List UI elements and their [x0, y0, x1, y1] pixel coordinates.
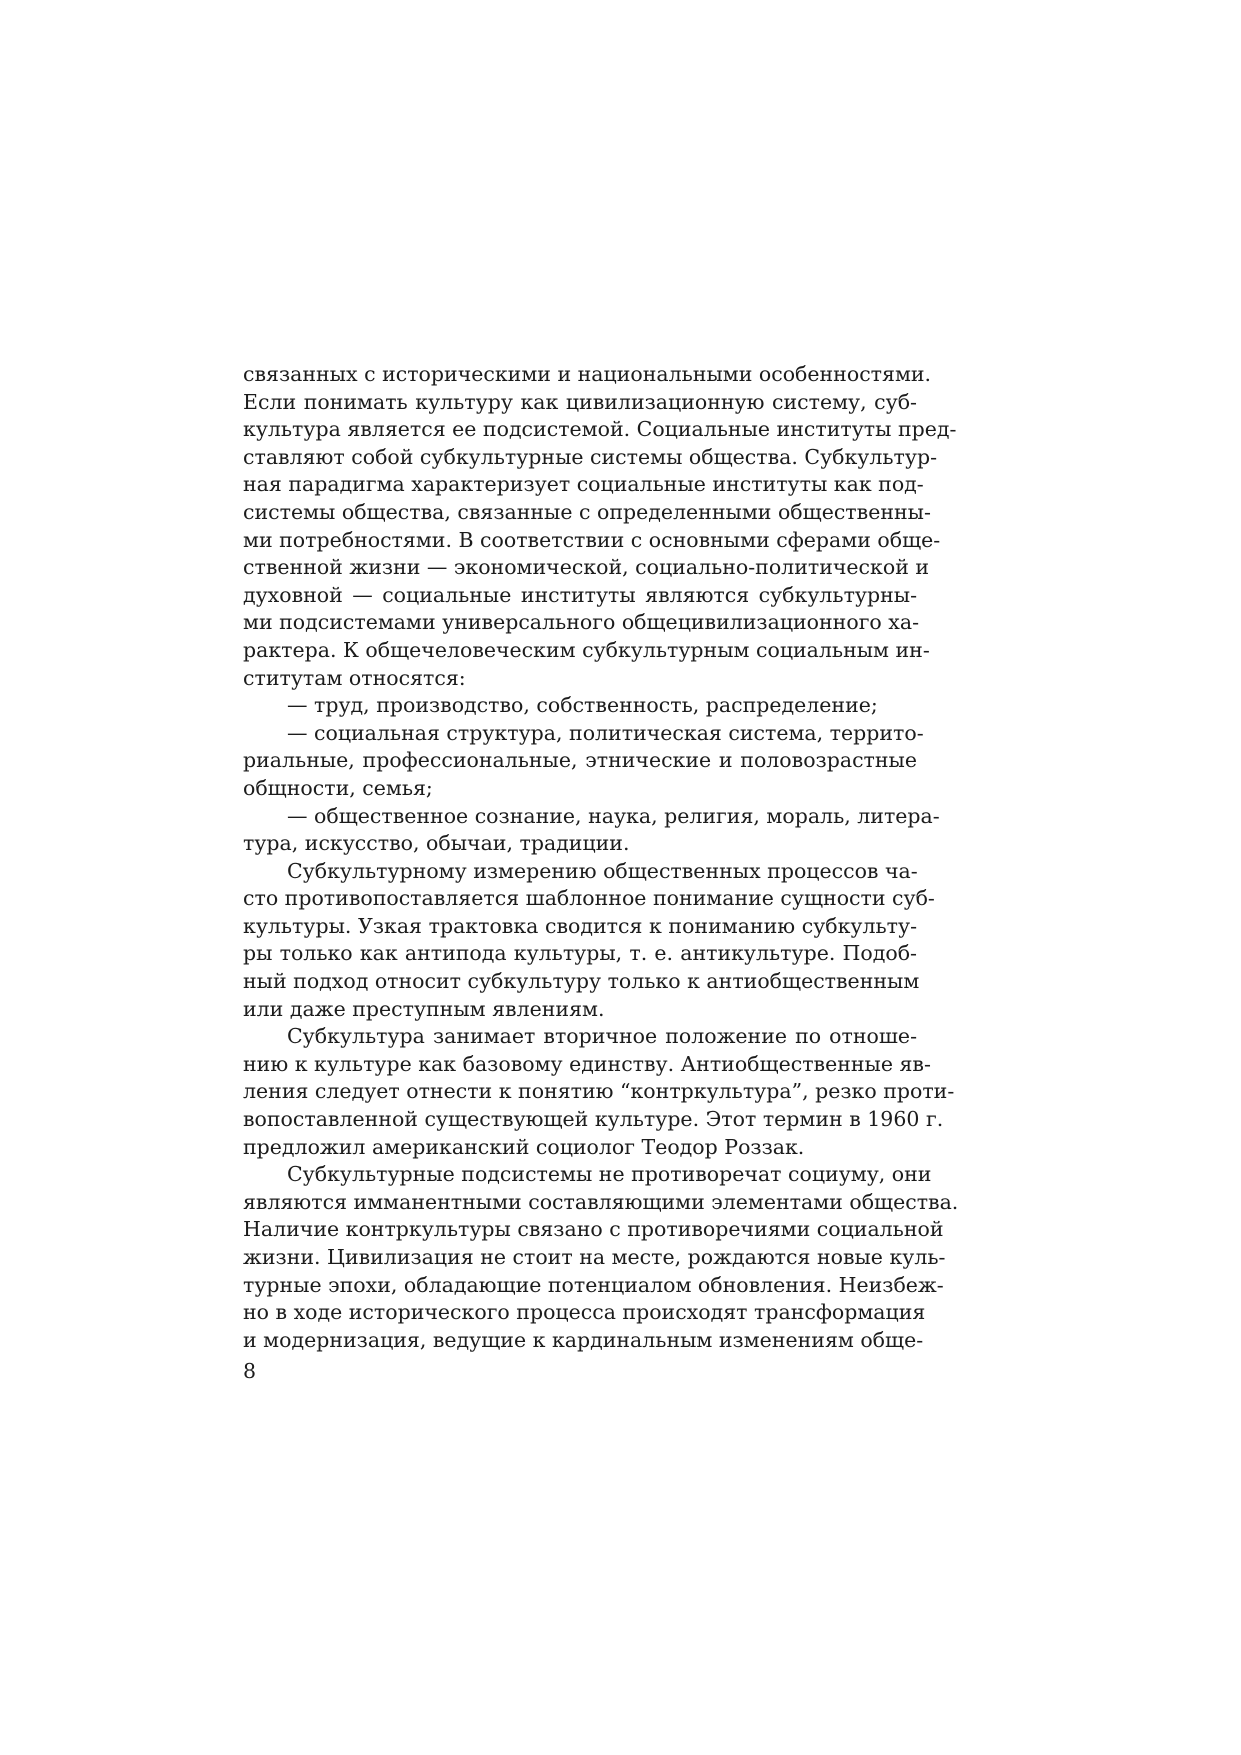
text-line: являются имманентными составляющими элементами общества. — [243, 1189, 959, 1214]
text-line: ственной жизни — экономической, социально-политической и — [243, 555, 930, 580]
paragraph-start: Субкультурному измерению общественных процессов ча- — [287, 858, 918, 883]
text-line: ная парадигма характеризует социальные институты как под- — [243, 472, 924, 497]
text-line: сто противопоставляется шаблонное понимание сущности суб- — [243, 886, 935, 911]
text-line: но в ходе исторического процесса происходят трансформация — [243, 1300, 926, 1325]
text-line: риальные, профессиональные, этнические и половозрастные — [243, 748, 917, 773]
text-line: ститутам относятся: — [243, 665, 466, 690]
text-line: Наличие контркультуры связано с противоречиями социальной — [243, 1217, 944, 1242]
text-line: турные эпохи, обладающие потенциалом обновления. Неизбеж- — [243, 1272, 944, 1297]
paragraph-start: Субкультура занимает вторичное положение по отноше- — [287, 1024, 917, 1049]
body-text — [243, 361, 959, 1354]
list-item: — общественное сознание, наука, религия, мораль, литера- — [287, 803, 940, 828]
text-line: ления следует отнести к понятию “контркультура”, резко проти- — [243, 1079, 955, 1104]
text-line: ный подход относит субкультуру только к антиобщественным — [243, 969, 920, 994]
text-line: Если понимать культуру как цивилизационную систему, суб- — [243, 389, 917, 414]
text-line: или даже преступным явлениям. — [243, 996, 605, 1021]
text-line: ми подсистемами универсального общецивилизационного ха- — [243, 610, 919, 635]
text-line: нию к культуре как базовому единству. Антиобщественные яв- — [243, 1051, 931, 1076]
text-line: предложил американский социолог Теодор Роззак. — [243, 1134, 805, 1159]
list-item: — труд, производство, собственность, распределение; — [287, 693, 878, 718]
text-line: культура является ее подсистемой. Социальные институты пред- — [243, 417, 957, 442]
text-line: тура, искусство, обычаи, традиции. — [243, 831, 630, 856]
text-line: духовной — социальные институты являются субкультурны- — [243, 582, 917, 607]
text-line: ры только как антипода культуры, т. е. антикультуре. Подоб- — [243, 941, 917, 966]
text-line: общности, семья; — [243, 775, 433, 800]
text-line: рактера. К общечеловеческим субкультурным социальным ин- — [243, 637, 930, 662]
text-line: вопоставленной существующей культуре. Этот термин в 1960 г. — [243, 1107, 944, 1132]
list-item: — социальная структура, политическая система, террито- — [287, 720, 924, 745]
page-number: 8 — [243, 1359, 257, 1383]
text-line: ставляют собой субкультурные системы общества. Субкультур- — [243, 444, 937, 469]
text-line: системы общества, связанные с определенными общественны- — [243, 499, 931, 524]
text-line: жизни. Цивилизация не стоит на месте, рождаются новые куль- — [243, 1245, 946, 1269]
text-line: ми потребностями. В соответствии с основными сферами обще- — [243, 527, 941, 552]
paragraph-start: Субкультурные подсистемы не противоречат социуму, они — [287, 1162, 932, 1187]
text-line: связанных с историческими и национальными особенностями. — [243, 362, 932, 386]
text-line: культуры. Узкая трактовка сводится к пониманию субкульту- — [243, 913, 917, 938]
text-line: и модернизация, ведущие к кардинальным изменениям обще- — [243, 1327, 924, 1352]
